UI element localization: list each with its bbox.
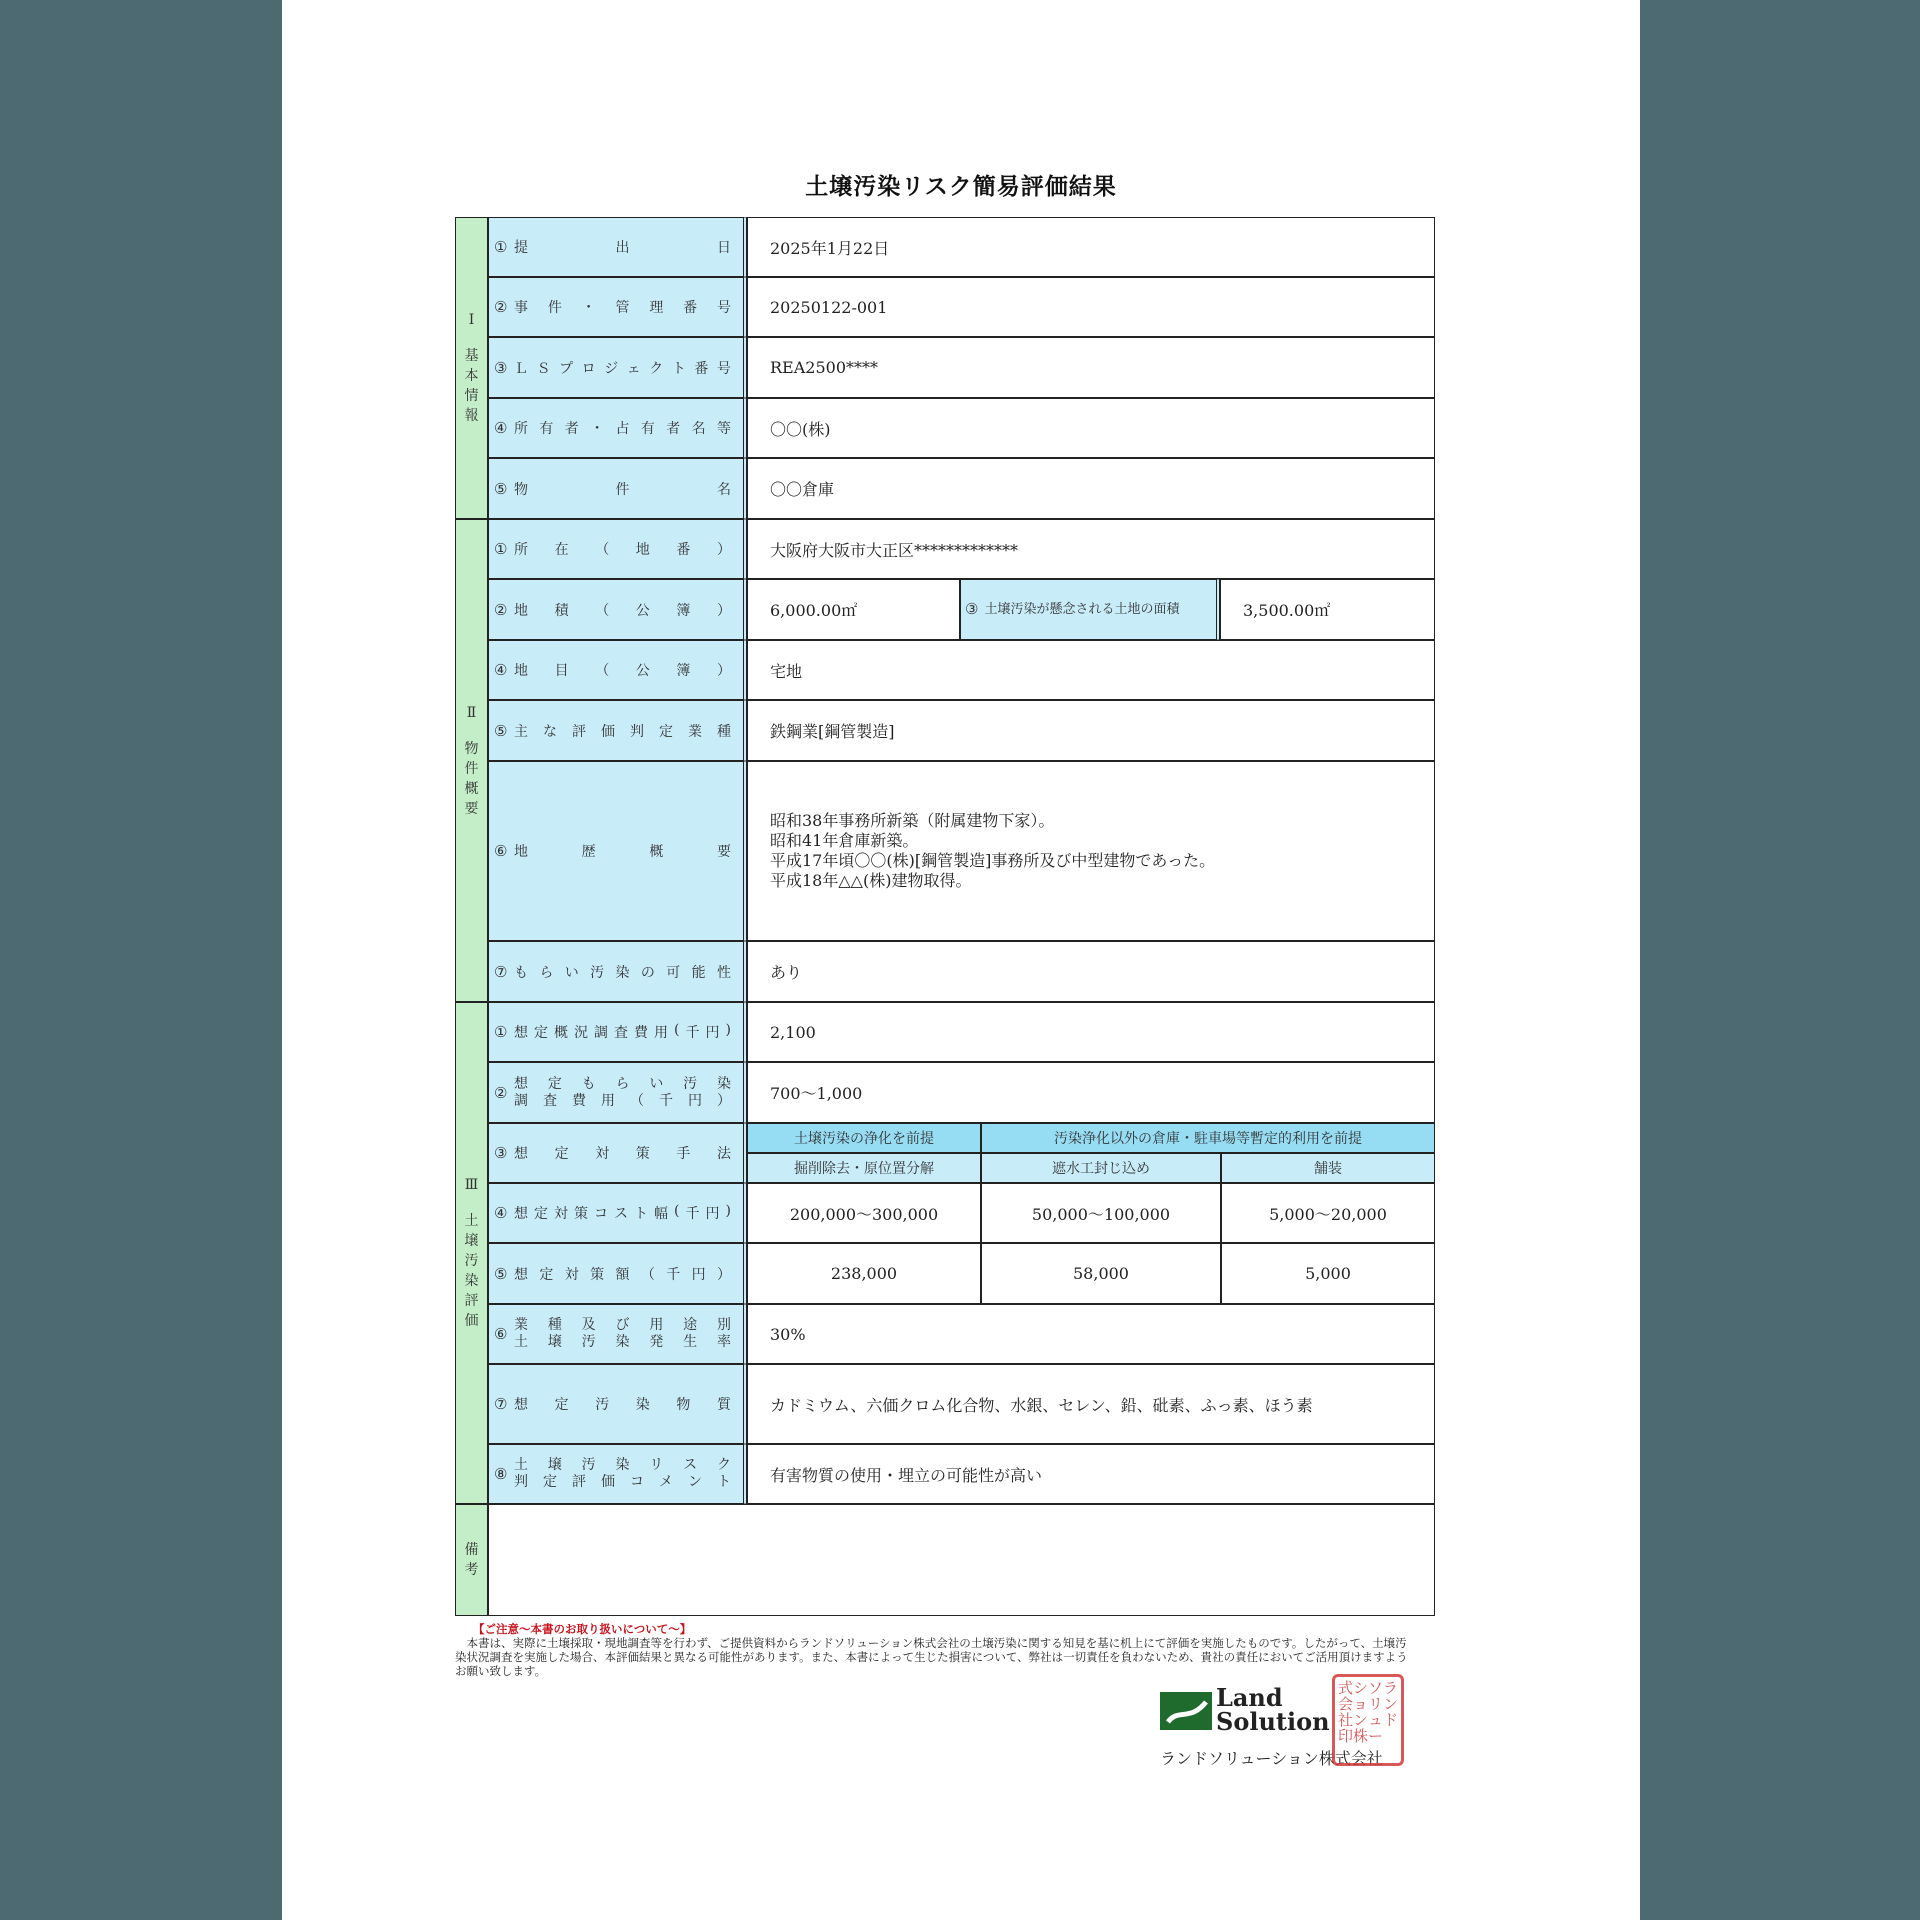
company-name-jp: ランドソリューション株式会社 [1160,1749,1383,1768]
section-property-overview: Ⅱ 物 件 概 要 [455,519,488,1002]
label-land-area: ② 地 積 （ 公 簿 ） [488,579,747,640]
section-numeral: Ⅲ [464,1177,479,1193]
value-cost-range-3: 5,000～20,000 [1221,1183,1435,1243]
value-cost-amount-3: 5,000 [1221,1243,1435,1304]
value-location: 大阪府大阪市大正区************* [747,519,1435,579]
label-concern-area: ③ 土壌汚染が懸念される土地の面積 [960,579,1220,640]
value-cost-range-1: 200,000～300,000 [747,1183,981,1243]
label-location: ① 所 在 （ 地 番 ） [488,519,747,579]
value-substances: カドミウム、六価クロム化合物、水銀、セレン、鉛、砒素、ふっ素、ほう素 [747,1364,1435,1444]
label-land-category: ④ 地 目 （ 公 簿 ） [488,640,747,700]
label-cost-range: ④ 想 定 対 策 コ ス ト 幅 ( 千 円 ) [488,1183,747,1243]
value-survey-cost: 2,100 [747,1002,1435,1062]
land-solution-logo-icon [1160,1692,1212,1730]
label-industry: ⑤ 主 な 評 価 判 定 業 種 [488,700,747,761]
method-1: 掘削除去・原位置分解 [747,1153,981,1183]
label-basic-4: ④ 所 有 者 ・ 占 有 者 名 等 [488,398,747,458]
value-basic-5: 〇〇倉庫 [747,458,1435,519]
value-land-category: 宅地 [747,640,1435,700]
company-seal-stamp: ラ ン ド ソ リ ュ ー シ ョ ン 株 式 会 社 印 [1332,1674,1404,1766]
header-interim-use-premise: 汚染浄化以外の倉庫・駐車場等暫定的利用を前提 [981,1123,1435,1153]
document-title: 土壌汚染リスク簡易評価結果 [805,173,1117,200]
method-3: 舗装 [1221,1153,1435,1183]
value-history [747,761,1435,941]
method-2: 遮水工封じ込め [981,1153,1221,1183]
section-soil-evaluation: Ⅲ 土 壌 汚 染 評 価 [455,1002,488,1504]
logo-wordmark: Land Solution [1216,1683,1330,1736]
value-risk-comment: 有害物質の使用・埋立の可能性が高い [747,1444,1435,1504]
label-survey-cost: ① 想 定 概 況 調 査 費 用 ( 千 円 ) [488,1002,747,1062]
value-cost-amount-1: 238,000 [747,1243,981,1304]
value-cost-range-2: 50,000～100,000 [981,1183,1221,1243]
label-basic-3: ③ Ｌ Ｓ プ ロ ジ ェ ク ト 番 号 [488,337,747,398]
value-basic-1: 2025年1月22日 [747,217,1435,277]
label-incoming-contamination: ⑦ も ら い 汚 染 の 可 能 性 [488,941,747,1002]
label-history: ⑥ 地 歴 概 要 [488,761,747,941]
value-incoming-survey-cost: 700～1,000 [747,1062,1435,1123]
value-land-area: 6,000.00㎡ [747,579,960,640]
section-basic-info: Ⅰ 基 本 情 報 [455,217,488,519]
label-cost-amount: ⑤ 想 定 対 策 額 （ 千 円 ） [488,1243,747,1304]
label-basic-5: ⑤ 物 件 名 [488,458,747,519]
section-remarks: 備 考 [455,1504,488,1616]
history-line: 平成17年頃〇〇(株)[鋼管製造]事務所及び中型建物であった。 [770,851,1216,870]
label-risk-comment: ⑧ 土 壌 汚 染 リ ス ク 判 定 評 価 コ メ ン ト [488,1444,747,1504]
value-concern-area: 3,500.00㎡ [1220,579,1435,640]
label-incoming-survey-cost: ② 想 定 も ら い 汚 染 調 査 費 用 （ 千 円 ） [488,1062,747,1123]
notice-body: 本書は、実際に土壌採取・現地調査等を行わず、ご提供資料からランドソリューション株式会社の土壌汚染に関する知見を基に机上にて評価を実施したものです。したがって、土壌汚染状況調査を実施した場合、本評価結果と異なる可能性があります。また、本書によって生じた損害について、弊社は一切責任を負わないため、貴社の責任においてご活用頂けますようお願い致します。 [455,1636,1408,1678]
value-occurrence-rate: 30% [747,1304,1435,1364]
history-line: 昭和41年倉庫新築。 [770,831,919,850]
notice-heading: 【ご注意～本書のお取り扱いについて～】 [473,1622,692,1636]
value-basic-3: REA2500**** [747,337,1435,398]
value-basic-2: 20250122-001 [747,277,1435,337]
label-occurrence-rate: ⑥ 業 種 及 び 用 途 別 土 壌 汚 染 発 生 率 [488,1304,747,1364]
value-remarks [488,1504,1435,1616]
value-cost-amount-2: 58,000 [981,1243,1221,1304]
value-basic-4: 〇〇(株) [747,398,1435,458]
label-countermeasure-method: ③ 想 定 対 策 手 法 [488,1123,747,1183]
value-incoming-contamination: あり [747,941,1435,1002]
notice-block [455,1622,1415,1678]
label-basic-2: ② 事 件 ・ 管 理 番 号 [488,277,747,337]
section-numeral: Ⅰ [468,312,475,328]
label-substances: ⑦ 想 定 汚 染 物 質 [488,1364,747,1444]
label-basic-1: ① 提 出 日 [488,217,747,277]
value-industry: 鉄鋼業[鋼管製造] [747,700,1435,761]
header-cleanup-premise: 土壌汚染の浄化を前提 [747,1123,981,1153]
history-line: 昭和38年事務所新築（附属建物下家）。 [770,811,1055,830]
section-numeral: Ⅱ [466,704,477,721]
document-page [282,0,1640,1920]
history-line: 平成18年△△(株)建物取得。 [770,871,972,890]
